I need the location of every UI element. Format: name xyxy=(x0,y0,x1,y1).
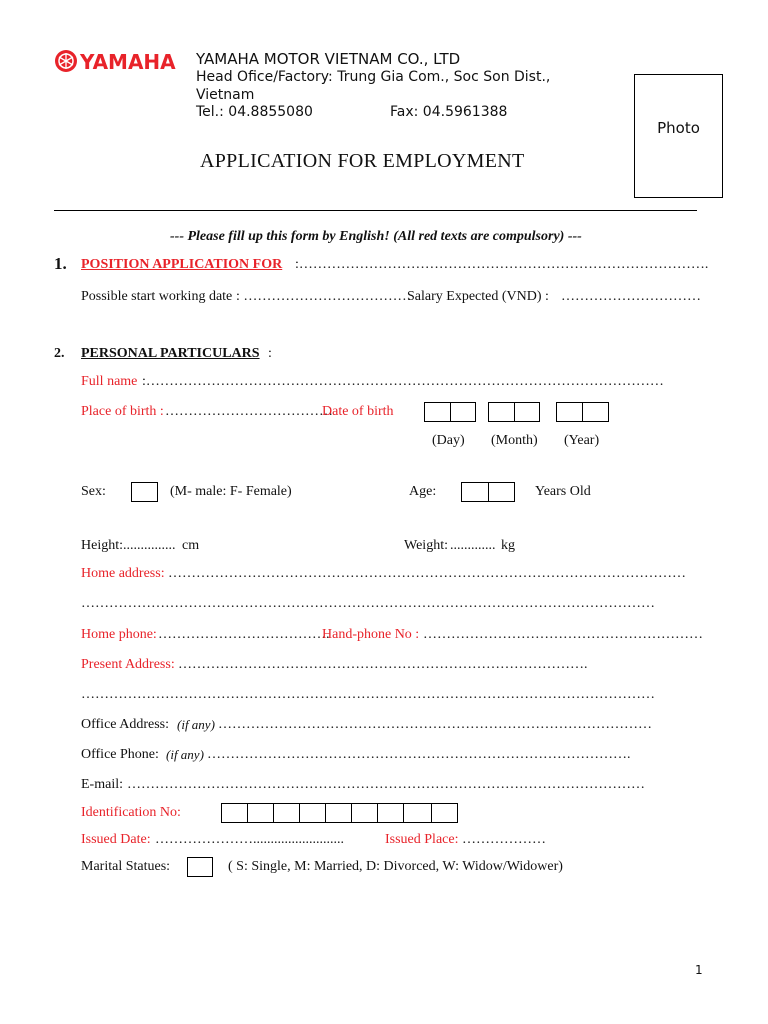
start-date-label: Possible start working date xyxy=(81,289,233,304)
company-fax: Fax: 04.5961388 xyxy=(390,104,508,120)
sex-hint: (M- male: F- Female) xyxy=(170,484,292,499)
dob-month-field[interactable] xyxy=(488,402,540,422)
weight-unit: kg xyxy=(501,538,515,553)
office-phone-hint: (if any) xyxy=(166,747,204,762)
home-phone-input[interactable]: ………………………………. xyxy=(158,627,330,642)
weight-label: Weight: xyxy=(404,538,448,553)
company-address-line2: Vietnam xyxy=(196,87,255,103)
email-label: E-mail: xyxy=(81,777,123,792)
start-date-input[interactable]: : ……………………………… xyxy=(236,289,412,304)
dob-year-field[interactable] xyxy=(556,402,609,422)
hand-phone-input[interactable]: …………………………………………………… xyxy=(423,627,703,642)
salary-label: Salary Expected (VND) : xyxy=(407,289,549,304)
sex-field[interactable] xyxy=(131,482,158,502)
identification-field[interactable] xyxy=(221,803,458,823)
section2-number: 2. xyxy=(54,346,65,361)
age-field[interactable] xyxy=(461,482,515,502)
place-of-birth-label: Place of birth : xyxy=(81,404,164,419)
height-label: Height: xyxy=(81,538,123,553)
day-label: (Day) xyxy=(432,433,465,448)
identification-label: Identification No: xyxy=(81,805,181,820)
weight-input[interactable]: ............. xyxy=(450,538,496,553)
company-address-line1: Head Ofice/Factory: Trung Gia Com., Soc Son Dist., xyxy=(196,69,551,85)
header-divider xyxy=(54,210,697,211)
full-name-label: Full name xyxy=(81,374,138,389)
position-heading: POSITION APPLICATION FOR xyxy=(81,257,283,272)
full-name-input[interactable]: :………………………………………………………………………………………………… xyxy=(142,374,664,389)
issued-date-input[interactable]: ………………….......................... xyxy=(155,832,344,847)
age-label: Age: xyxy=(409,484,437,499)
home-address-input[interactable]: ………………………………………………………………………………………………… xyxy=(168,566,686,581)
personal-heading-colon: : xyxy=(268,346,272,361)
hand-phone-label: Hand-phone No : xyxy=(322,627,420,642)
home-address-input-line2[interactable]: …………………………………………………………………………………………………………… xyxy=(81,596,655,611)
age-suffix: Years Old xyxy=(535,484,591,499)
present-address-input[interactable]: ……………………………………………………………………………. xyxy=(178,657,588,672)
date-of-birth-label: Date of birth xyxy=(322,404,394,419)
salary-input[interactable]: ………………………… xyxy=(561,289,701,304)
home-address-label: Home address: xyxy=(81,566,165,581)
page-number: 1 xyxy=(695,963,703,977)
marital-status-field[interactable] xyxy=(187,857,213,877)
present-address-input-line2[interactable]: …………………………………………………………………………………………………………… xyxy=(81,687,655,702)
sex-label: Sex: xyxy=(81,484,106,499)
home-phone-label: Home phone: xyxy=(81,627,157,642)
issued-place-label: Issued Place: xyxy=(385,832,459,847)
year-label: (Year) xyxy=(564,433,600,448)
issued-date-label: Issued Date: xyxy=(81,832,151,847)
form-instruction: --- Please fill up this form by English! (All red texts are compulsory) --- xyxy=(170,229,582,244)
height-unit: cm xyxy=(182,538,200,553)
height-input[interactable]: ............... xyxy=(123,538,176,553)
company-tel: Tel.: 04.8855080 xyxy=(196,104,313,120)
photo-box[interactable] xyxy=(634,74,723,198)
personal-heading: PERSONAL PARTICULARS xyxy=(81,346,260,361)
company-name: YAMAHA MOTOR VIETNAM CO., LTD xyxy=(196,50,461,68)
marital-status-hint: ( S: Single, M: Married, D: Divorced, W: Widow/Widower) xyxy=(228,859,563,874)
section1-number: 1. xyxy=(54,254,67,273)
office-address-input[interactable]: ………………………………………………………………………………… xyxy=(218,717,652,732)
email-input[interactable]: ………………………………………………………………………………………………… xyxy=(127,777,645,792)
position-input[interactable]: :……………………………………………………………………………. xyxy=(295,257,709,272)
office-address-label: Office Address: xyxy=(81,717,169,732)
issued-place-input[interactable]: ……………… xyxy=(462,832,546,847)
place-of-birth-input[interactable]: ……………………………… xyxy=(165,404,333,419)
office-address-hint: (if any) xyxy=(177,717,215,732)
office-phone-label: Office Phone: xyxy=(81,747,159,762)
form-title: APPLICATION FOR EMPLOYMENT xyxy=(200,150,525,172)
marital-status-label: Marital Statues: xyxy=(81,859,171,874)
office-phone-input[interactable]: ………………………………………………………………………………. xyxy=(207,747,631,762)
photo-label: Photo xyxy=(657,119,700,137)
logo-text: YAMAHA xyxy=(80,50,176,74)
yamaha-logo xyxy=(54,48,178,74)
month-label: (Month) xyxy=(491,433,538,448)
present-address-label: Present Address: xyxy=(81,657,175,672)
dob-day-field[interactable] xyxy=(424,402,476,422)
